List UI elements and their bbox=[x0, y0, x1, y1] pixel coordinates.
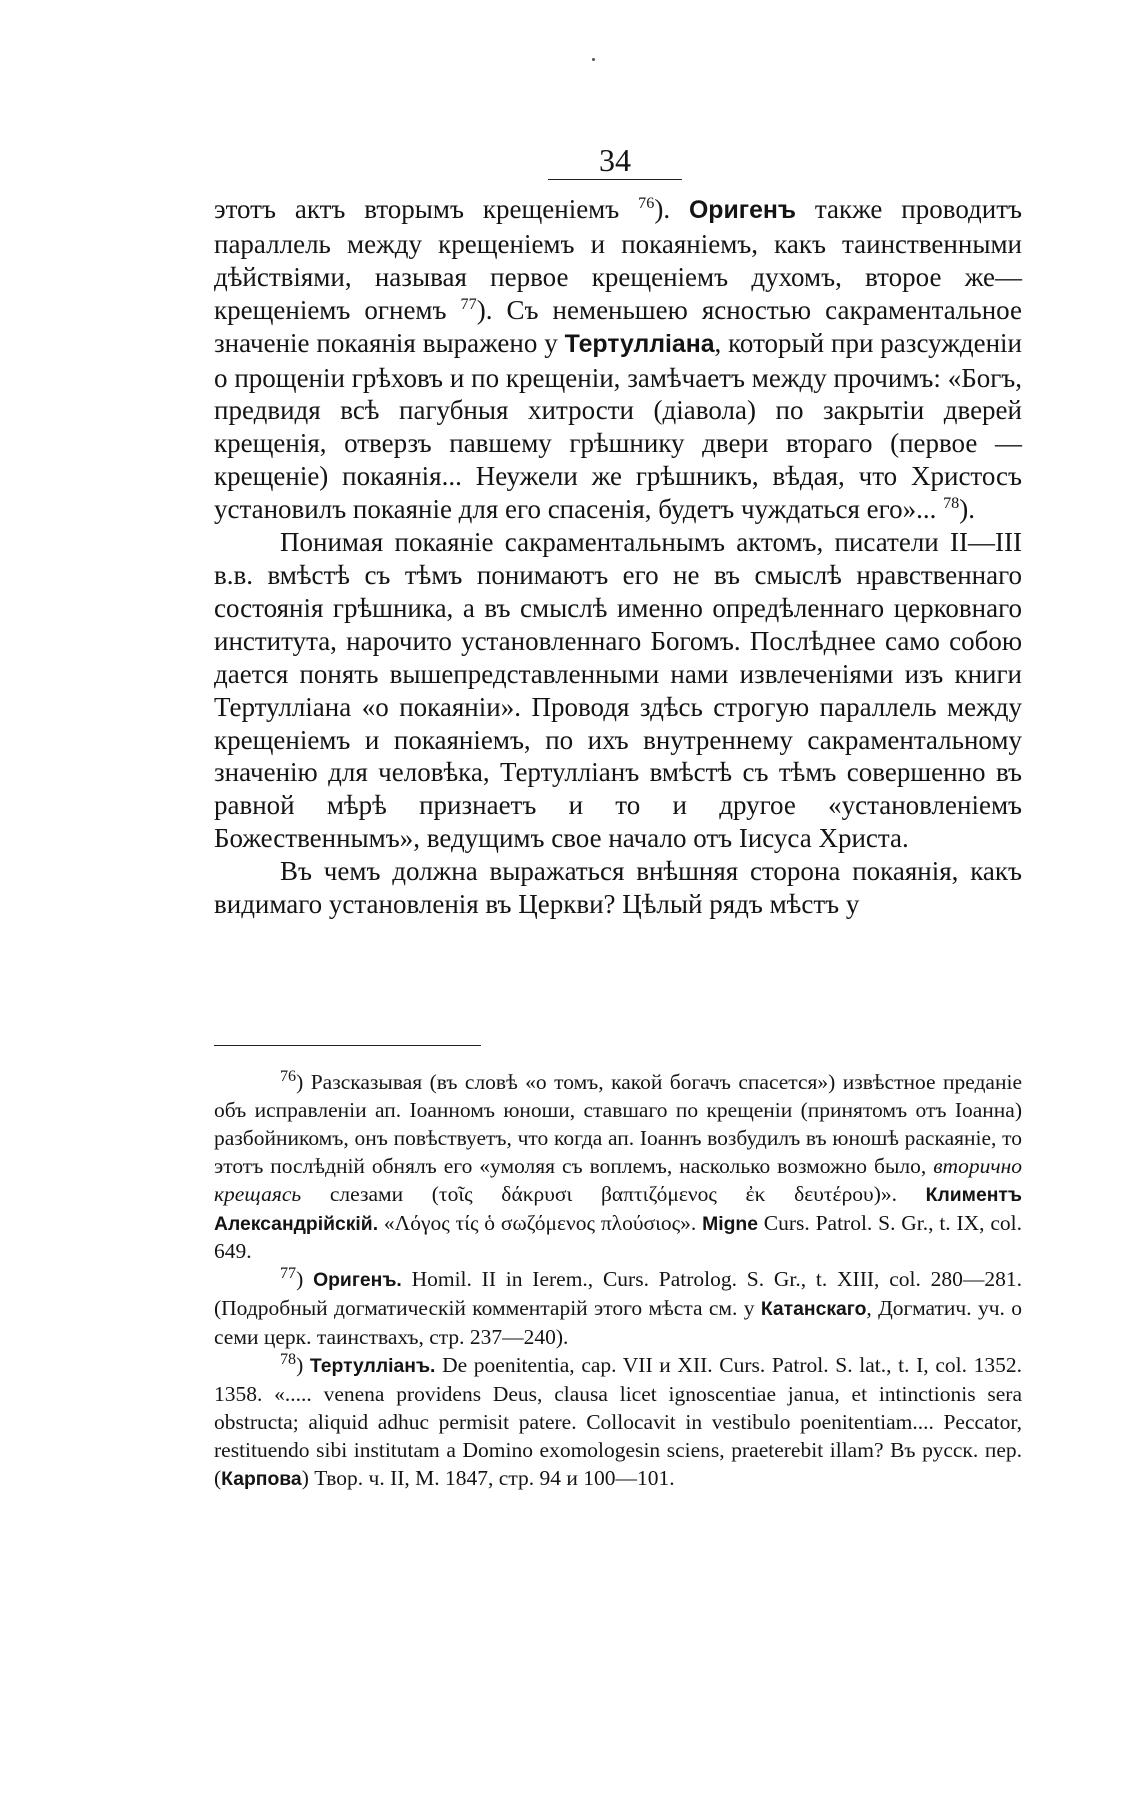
footnote-76 bbox=[214, 1069, 1022, 1266]
author-name: Migne bbox=[702, 1212, 758, 1235]
footnote-ref-76: 76 bbox=[638, 194, 655, 212]
footnotes bbox=[214, 1069, 1022, 1494]
italic-phrase: вторично крещаясь bbox=[214, 1153, 1022, 1206]
paragraph-1 bbox=[214, 193, 1022, 526]
text-run: De poenitentia, cap. VII и XII. Curs. Patrol. S. lat., t. I, col. 1352. 1358. «..... venena providens Deus, clausa licet ignoscentiae janua, et intinctionis sera obstructa; aliquid adhuc permisit patere. Collocavit in vestibulo poenitentiam.... Peccator, restituendo sibi institutam a Domino exomologesin sciens, praeterebit illam? Въ русск. пер. ( bbox=[214, 1353, 1022, 1490]
text-run: слезами (τοῖς δάκρυσι βαπτιζόμενος ἐκ δευτέρου)». bbox=[301, 1181, 926, 1206]
text-run: , который при разсужденіи о прощеніи грѣховъ и по крещеніи, замѣчаетъ между прочимъ: «Богъ, предвидя всѣ пагубныя хитрости (діавола) по закрытіи дверей крещенія, отверзъ павшему грѣшнику двери втораго (первое — крещеніе) покаянія... Неужели же грѣшникъ, вѣдая, что Христосъ установилъ покаяніе для его спасенія, будетъ чуждаться его»... bbox=[214, 327, 1022, 525]
text-run: также проводитъ параллель между крещеніемъ и покаяніемъ, какъ таинственными дѣйствіями, называя первое крещеніемъ духомъ, второе же—крещеніемъ огнемъ bbox=[214, 194, 1022, 325]
footnote-77 bbox=[214, 1266, 1022, 1352]
name-origen: Оригенъ bbox=[688, 197, 796, 224]
text-run: ) Твор. ч. II, М. 1847, стр. 94 и 100—101. bbox=[301, 1465, 675, 1490]
footnote-ref-77: 77 bbox=[460, 294, 477, 313]
paragraph-2: Понимая покаяніе сакраментальнымъ актомъ, писатели II—III в.в. вмѣстѣ съ тѣмъ понимаютъ его не въ смыслѣ нравственнаго состоянія грѣшника, а въ смыслѣ именно опредѣленнаго церковнаго института, нарочито установленнаго Богомъ. Послѣднее само собою дается понять вышепредставленными нами извлеченіями изъ книги Тертулліана «о покаяніи». Проводя здѣсь строгую параллель между крещеніемъ и покаяніемъ, по ихъ внутреннему сакраментальному значенію для человѣка, Тертулліанъ вмѣстѣ съ тѣмъ совершенно въ равной мѣрѣ признаетъ и то и другое «установленіемъ Божественнымъ», ведущимъ свое начало отъ Іисуса Христа. bbox=[214, 527, 1022, 854]
author-name: Климентъ Александрійскій. bbox=[214, 1183, 1022, 1235]
text-run: ) Разсказывая (въ словѣ «о томъ, какой богачъ спасется») извѣстное преданіе объ исправленіи ап. Іоанномъ юноши, ставшаго по крещеніи (принятомъ отъ Іоанна) разбойникомъ, онъ повѣствуетъ, что когда ап. Іоаннъ возбудилъ въ юношѣ раскаяніе, то этотъ послѣдній обнялъ его «умоляя съ воплемъ, насколько возможно было, bbox=[214, 1070, 1022, 1178]
text-run: ). Съ неменьшею ясностью сакраментальное значеніе покаянія выражено у bbox=[214, 294, 1022, 358]
ink-speck bbox=[592, 58, 595, 61]
author-name: Оригенъ. bbox=[313, 1269, 402, 1292]
text-run: Homil. II in Ierem., Curs. Patrolog. S. Gr., t. XIII, col. 280—281. (Подробный догматическій комментарій этого мѣста см. у bbox=[214, 1267, 1022, 1321]
text-run: ). bbox=[654, 194, 689, 224]
footnote-mark: 76 bbox=[280, 1067, 297, 1085]
main-text bbox=[214, 193, 1022, 921]
page-number-rule bbox=[548, 179, 682, 180]
footnote-78 bbox=[214, 1352, 1022, 1494]
footnote-ref-78: 78 bbox=[943, 494, 960, 513]
author-name: Карпова bbox=[221, 1467, 302, 1490]
text-run: ) bbox=[296, 1267, 314, 1292]
text-run: этотъ актъ вторымъ крещеніемъ bbox=[214, 194, 639, 224]
author-name: Тертулліанъ. bbox=[309, 1355, 436, 1378]
footnote-separator bbox=[214, 1045, 481, 1046]
text-run: «Λόγος τίς ὁ σωζόμενος πλούσιος». bbox=[378, 1210, 703, 1235]
text-run: Curs. Patrol. S. Gr., t. IX, col. 649. bbox=[214, 1210, 1022, 1264]
name-tertullian: Тертулліана bbox=[564, 330, 715, 358]
footnote-mark: 78 bbox=[280, 1350, 297, 1368]
author-name: Катанскаго bbox=[760, 1298, 867, 1321]
footnote-mark: 77 bbox=[280, 1265, 297, 1283]
text-run: ). bbox=[959, 494, 976, 525]
paragraph-3: Въ чемъ должна выражаться внѣшняя сторона покаянія, какъ видимаго установленія въ Церкви? Цѣлый рядъ мѣстъ у bbox=[214, 856, 1022, 920]
text-run: ) bbox=[296, 1353, 310, 1378]
text-run: , Догматич. уч. о семи церк. таинствахъ, стр. 237—240). bbox=[214, 1296, 1022, 1350]
page-number: 34 bbox=[599, 142, 631, 178]
